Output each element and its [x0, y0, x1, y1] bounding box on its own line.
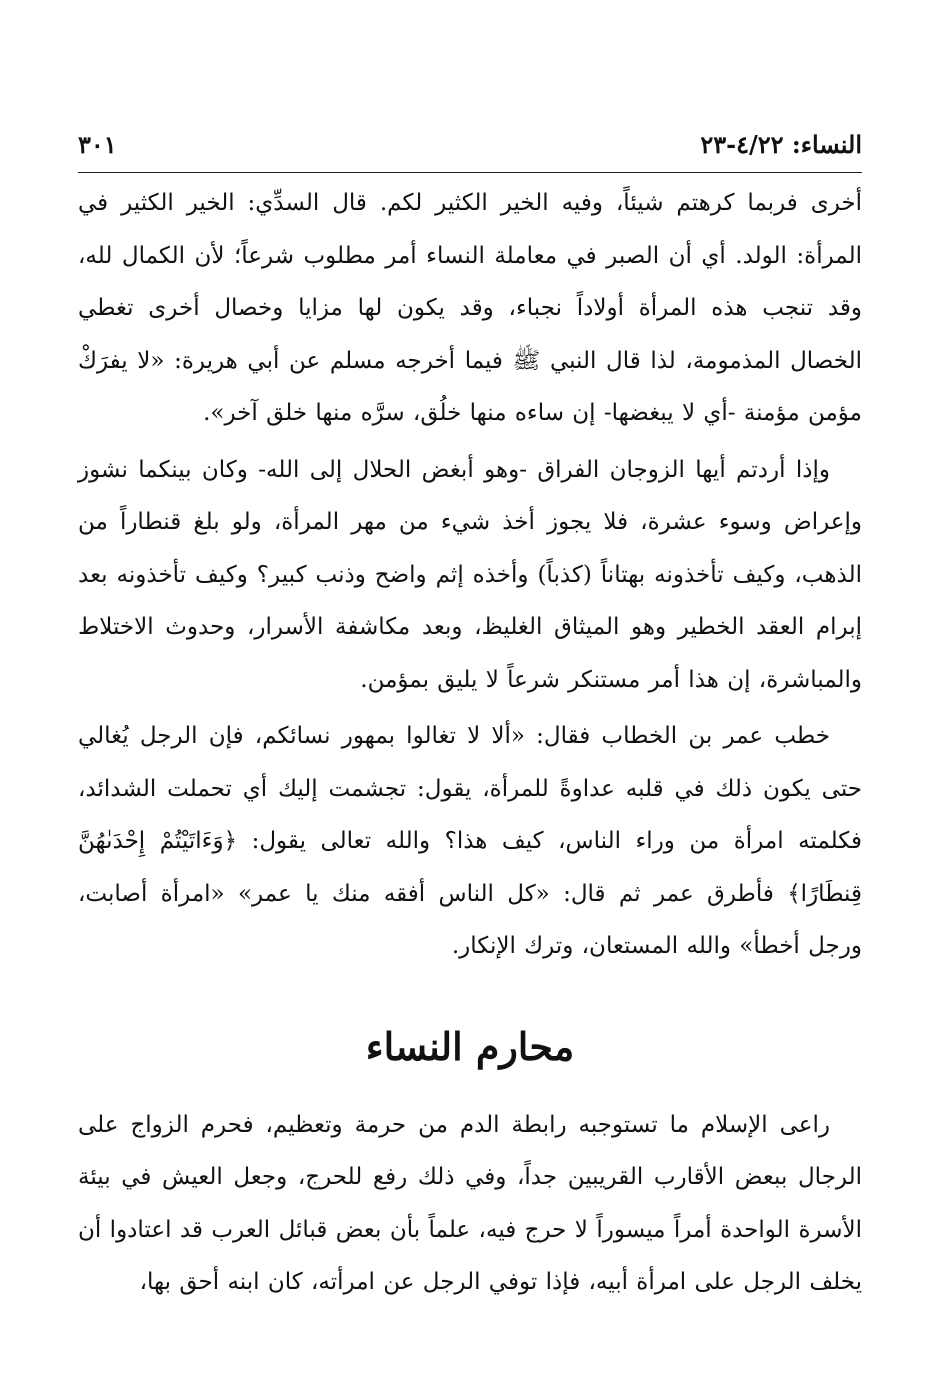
page-number: ٣٠١ — [78, 130, 117, 159]
section-title: محارم النساء — [365, 1023, 575, 1069]
running-header — [78, 128, 862, 173]
paragraph-1: أخرى فربما كرهتم شيئاً، وفيه الخير الكثير لكم. قال السدِّي: الخير الكثير في المرأة: الولد. أي أن الصبر في معاملة النساء أمر مطلوب شرعاً؛ لأن الكمال لله، وقد تنجب هذه المرأة أولاداً نجباء، وقد يكون لها مزايا وخصال أخرى تغطي الخصال المذمومة، لذا قال النبي ﷺ فيما أخرجه مسلم عن أبي هريرة: «لا يفرَكْ مؤمن مؤمنة -أي لا يبغضها- إن ساءه منها خلُق، سرَّه منها خلق آخر». — [78, 190, 862, 426]
section-paragraph: راعى الإسلام ما تستوجبه رابطة الدم من حرمة وتعظيم، فحرم الزواج على الرجال ببعض الأقارب القريبين جداً، وفي ذلك رفع للحرج، وجعل العيش في بيئة الأسرة الواحدة أمراً ميسوراً لا حرج فيه، علماً بأن بعض قبائل العرب قد اعتادوا أن يخلف الرجل على امرأة أبيه، فإذا توفي الرجل عن امرأته، كان ابنه أحق بها، — [78, 1111, 862, 1295]
body-text — [78, 177, 862, 1309]
paragraph-2: وإذا أردتم أيها الزوجان الفراق -وهو أبغض الحلال إلى الله- وكان بينكما نشوز وإعراض وسوء عشرة، فلا يجوز أخذ شيء من مهر المرأة، ولو بلغ قنطاراً من الذهب، وكيف تأخذونه بهتاناً (كذباً) وأخذه إثم واضح وذنب كبير؟ وكيف تأخذونه بعد إبرام العقد الخطير وهو الميثاق الغليظ، وبعد مكاشفة الأسرار، وحدوث الاختلاط والمباشرة، إن هذا أمر مستنكر شرعاً لا يليق بمؤمن. — [78, 456, 862, 693]
header-title: النساء: ٤/٢٢-٢٣ — [700, 130, 862, 159]
paragraph-3: خطب عمر بن الخطاب فقال: «ألا لا تغالوا بمهور نسائكم، فإن الرجل يُغالي حتى يكون ذلك في قلبه عداوةً للمرأة، يقول: تجشمت إليك أي تحملت الشدائد، فكلمته امرأة من وراء الناس، كيف هذا؟ والله تعالى يقول: ﴿وَءَاتَيْتُمْ إِحْدَىٰهُنَّ قِنطَارًا﴾ فأطرق عمر ثم قال: «كل الناس أفقه منك يا عمر» «امرأة أصابت، ورجل أخطأ» والله المستعان، وترك الإنكار. — [78, 723, 862, 959]
